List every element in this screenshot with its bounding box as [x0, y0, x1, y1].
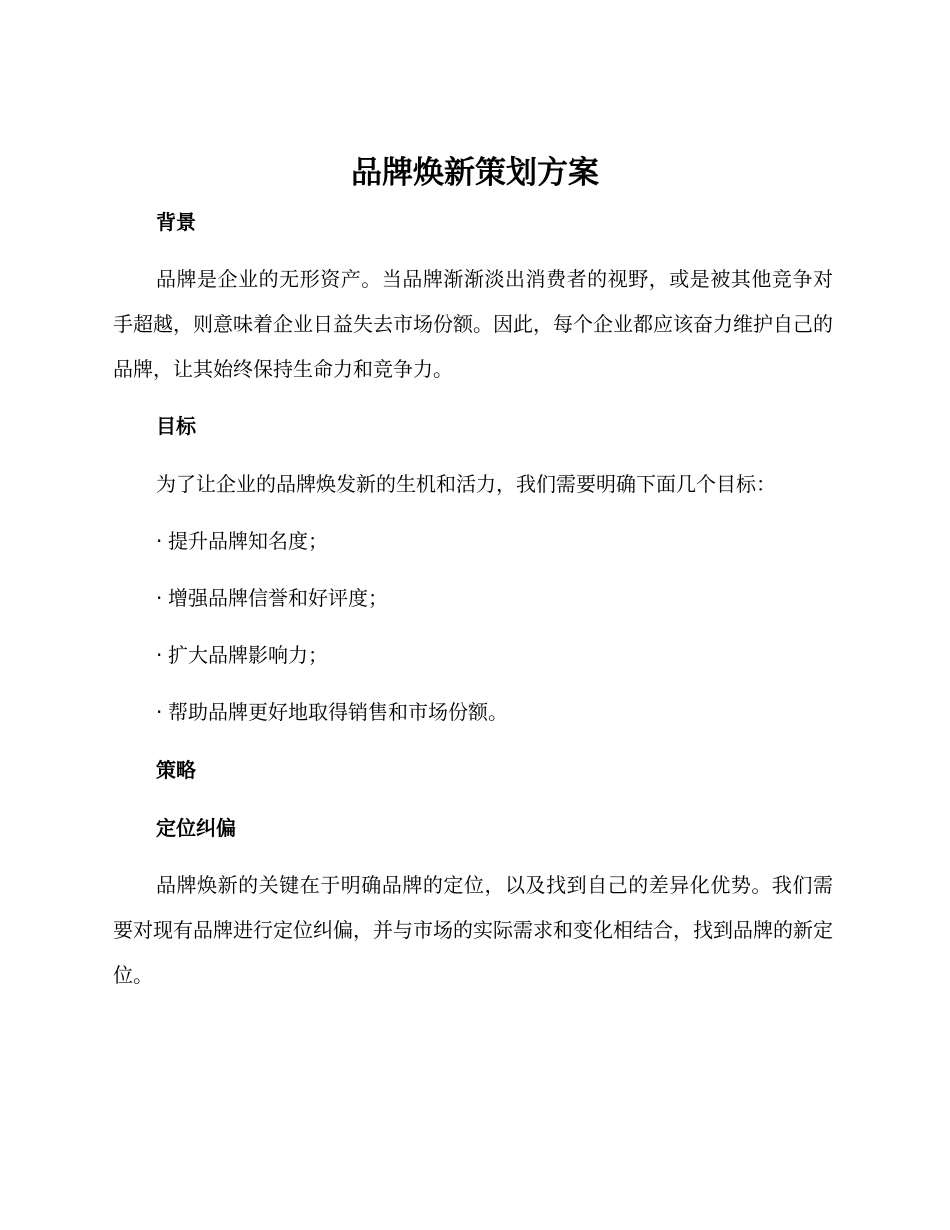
bullet-marker: ·: [156, 529, 163, 553]
list-item: [156, 640, 328, 670]
section-heading-goals: 目标: [156, 414, 196, 438]
subsection-heading-positioning: 定位纠偏: [156, 816, 236, 840]
list-item: [156, 583, 388, 613]
section-heading-strategy: 策略: [156, 758, 196, 782]
document-title: 品牌焕新策划方案: [351, 155, 599, 191]
bullet-marker: ·: [156, 700, 163, 724]
list-item-text: 提升品牌知名度；: [168, 529, 328, 553]
bullet-marker: ·: [156, 586, 163, 610]
strategy-paragraph: 品牌焕新的关键在于明确品牌的定位，以及找到自己的差异化优势。我们需要对现有品牌进行定位纠偏，并与市场的实际需求和变化相结合，找到品牌的新定位。: [113, 873, 833, 987]
list-item-text: 增强品牌信誉和好评度；: [168, 586, 388, 610]
section-heading-background: 背景: [156, 210, 196, 234]
background-paragraph: 品牌是企业的无形资产。当品牌渐渐淡出消费者的视野，或是被其他竞争对手超越，则意味着企业日益失去市场份额。因此，每个企业都应该奋力维护自己的品牌，让其始终保持生命力和竞争力。: [113, 267, 833, 381]
bullet-marker: ·: [156, 643, 163, 667]
list-item-text: 帮助品牌更好地取得销售和市场份额。: [168, 700, 508, 724]
list-item: [156, 697, 508, 727]
list-item-text: 扩大品牌影响力；: [168, 643, 328, 667]
list-item: [156, 526, 328, 556]
goals-intro: 为了让企业的品牌焕发新的生机和活力，我们需要明确下面几个目标：: [156, 472, 776, 496]
